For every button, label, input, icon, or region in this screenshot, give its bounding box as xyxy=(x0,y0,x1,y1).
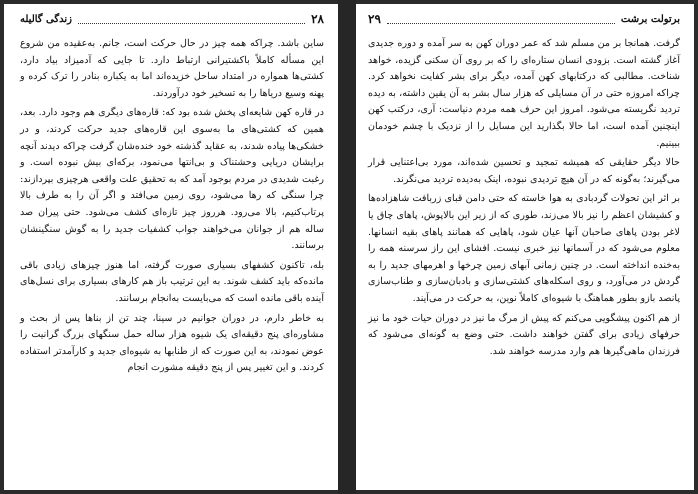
paragraph: گرفت. همانجا بر من مسلم شد که عمر دوران کهن به سر آمده و دوره جدیدی آغاز گشته است. بزودی انسان ستاره‌ای را که بر روی آن سکنی گزیده، خواهد شناخت. مطالبی که درکتابهای کهن آمده، دیگر برای بشر کفایت نخواهد کرد. چراکه امروزه حتی در آن مسایلی که هزار سال بشر به آن یقین داشته، به دیده تردید نگریسته می‌شود. امروز این حرف همه مردم دنیاست: آری، درکتب کهن اینچنین آمده است، اما حالا بگذارید این مسایل را از نزدیک با چشم خودمان ببینیم. xyxy=(368,38,680,149)
left-page-header xyxy=(20,12,324,26)
right-running-title: برتولت برشت xyxy=(620,13,680,25)
left-running-title: زندگی گالیله xyxy=(20,13,72,25)
right-page xyxy=(356,4,694,490)
left-page-number: ۲۸ xyxy=(311,12,324,26)
paragraph: در قاره کهن شایعه‌ای پخش شده بود که: قاره‌های دیگری هم وجود دارد. بعد، همین که کشتی‌های ما به‌سوی این قاره‌های جدید حرکت کردند، و در خشکی‌ها پیاده شدند، به عقاید گذشته خود خنده‌شان گرفت چراکه دیدند آنچه برایشان دریایی وحشتناک و بی‌انتها می‌نمود، برکه‌ای بیش نبوده است. و رغبت شدیدی در مردم بوجود آمد که به تحقیق علت واقعی هرچیزی بپردازند: چرا سنگی که رها می‌شود، روی زمین می‌افتد و اگر آن را به طرف بالا پرتاب‌کنیم، بالا می‌رود. هرروز چیز تازه‌ای کشف می‌شود. حتی پیران صد ساله هم از جوانان می‌خواهند جواب کشفیات جدید را به گوش سنگینشان برسانند. xyxy=(20,107,324,252)
right-page-header xyxy=(368,12,680,26)
paragraph: بله، تاکنون کشفهای بسیاری صورت گرفته، اما هنوز چیزهای زیادی باقی مانده‌که باید کشف شوند. به این ترتیب باز هم کارهای بسیاری برای نسل‌های آینده باقی مانده است که می‌بایست به‌انجام برسانند. xyxy=(20,259,324,304)
right-page-body xyxy=(368,36,680,360)
paragraph: بر اثر این تحولات گردبادی به هوا خاسته که حتی دامن قبای زربافت شاهزاده‌ها و کشیشان اعظم را نیز بالا می‌زند، طوری که از زیر این بالاپوش، پاهای چاق یا لاغر بودن پاهای صاحبان آنها عیان شود، پاهایی که همانند پاهای بقیه انسانها. معلوم می‌شود که در آسمانها نیز خبری نیست. افشای این راز سرسنه همه را به‌خنده انداخته است. در چنین زمانی آبهای زمین چرخها و اهرمهای جدید را به گردش در می‌آورد، و روی اسکله‌های کشتی‌سازی و بادبان‌سازی و طناب‌سازی پانصد بازو بطور هماهنگ با شیوه‌ای کاملاً نوین، به حرکت در می‌آیند. xyxy=(368,193,680,304)
left-page xyxy=(4,4,338,490)
header-dots xyxy=(387,15,615,24)
header-dots xyxy=(78,15,305,24)
paragraph: به خاطر دارم، در دوران جوانیم در سینا، چند تن از بناها پس از بحث و مشاوره‌ای پنج دقیقه‌ای یک شیوه هزار ساله حمل سنگهای بزرگ گرانیت را عوض نمودند، به این صورت که از طنابها به شیوه‌ای جدید و کارآمدتر استفاده کردند. و این تغییر پس از پنج دقیقه مشورت انجام xyxy=(20,312,324,374)
paragraph: از هم اکنون پیشگویی می‌کنم که پیش از مرگ ما نیز در دوران حیات خود ما نیز حرفهای زیادی برای گفتن خواهند داشت. حتی وضع به گونه‌ای می‌شود که فرزندان ماهی‌گیرها هم وارد مدرسه خواهند شد. xyxy=(368,312,680,357)
right-page-number: ۲۹ xyxy=(368,12,381,26)
book-spine xyxy=(338,0,356,494)
left-page-body xyxy=(20,36,324,377)
paragraph: ساین باشد. چراکه همه چیز در حال حرکت است، جانم. به‌عقیده من شروع این مسأله کاملاً باکشتیرانی ارتباط دارد. تا جایی که آدمیزاد بیاد دارد، کشتی‌ها همواره در امتداد ساحل خزیده‌اند اما به یکباره بنادر را ترک کرده و پهنه وسیع دریاها را به تسخیر خود درآوردند. xyxy=(20,38,324,99)
paragraph: حالا دیگر حقایقی که همیشه تمجید و تحسین شده‌اند، مورد بی‌اعتنایی قرار می‌گیرند؛ به‌گونه که در آن هیچ تردیدی نبوده، اینک به‌دیده تردید می‌نگرند. xyxy=(368,157,680,185)
